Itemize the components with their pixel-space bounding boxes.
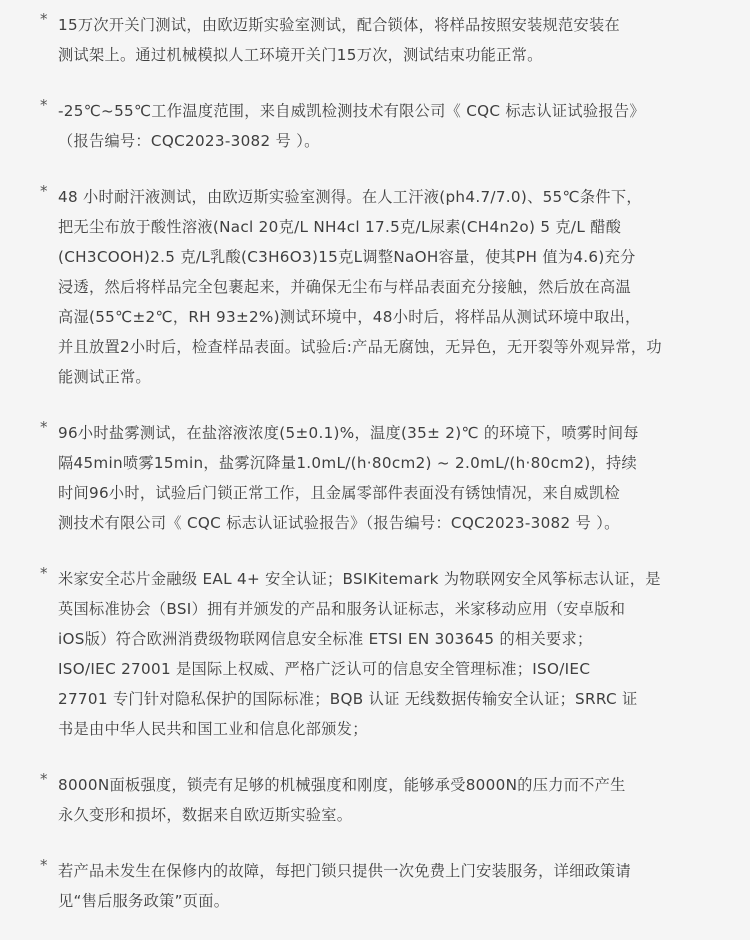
- note-line: 见“售后服务政策”页面。: [58, 892, 230, 910]
- note-sweat-test: [40, 182, 710, 392]
- note-line: 15万次开关门测试，由欧迈斯实验室测试，配合锁体，将样品按照安装规范安装在: [58, 16, 620, 34]
- asterisk-icon: *: [40, 564, 48, 582]
- note-line: 27701 专门针对隐私保护的国际标准；BQB 认证 无线数据传输安全认证；SRRC 证: [58, 690, 638, 708]
- note-salt-spray-test: [40, 418, 710, 538]
- note-line: 隔45min喷雾15min，盐雾沉降量1.0mL/(h·80cm2) ~ 2.0mL/(h·80cm2)，持续: [58, 454, 637, 472]
- asterisk-icon: *: [40, 418, 48, 436]
- note-line: 测试架上。通过机械模拟人工环境开关门15万次，测试结束功能正常。: [58, 46, 543, 64]
- note-line: 若产品未发生在保修内的故障，每把门锁只提供一次免费上门安装服务，详细政策请: [58, 862, 632, 880]
- note-line: iOS版）符合欧洲消费级物联网信息安全标准 ETSI EN 303645 的相关要求；: [58, 630, 593, 648]
- note-line: 并且放置2小时后，检查样品表面。试验后:产品无腐蚀，无异色，无开裂等外观异常，功: [58, 338, 662, 356]
- asterisk-icon: *: [40, 770, 48, 788]
- note-line: 时间96小时，试验后门锁正常工作，且金属零部件表面没有锈蚀情况，来自威凯检: [58, 484, 620, 502]
- note-door-cycle-test: [40, 10, 710, 70]
- note-temperature-range: [40, 96, 710, 156]
- asterisk-icon: *: [40, 10, 48, 28]
- note-line: 测技术有限公司《 CQC 标志认证试验报告》（报告编号：CQC2023-3082 号 ）。: [58, 514, 620, 532]
- note-line: 把无尘布放于酸性溶液(Nacl 20克/L NH4cl 17.5克/L尿素(CH4n2o) 5 克/L 醋酸: [58, 218, 622, 236]
- note-line: 米家安全芯片金融级 EAL 4+ 安全认证；BSIKitemark 为物联网安全风筝标志认证，是: [58, 570, 661, 588]
- asterisk-icon: *: [40, 856, 48, 874]
- note-line: ISO/IEC 27001 是国际上权威、严格广泛认可的信息安全管理标准；ISO/IEC: [58, 660, 591, 678]
- note-installation-service: [40, 856, 710, 916]
- note-security-certifications: [40, 564, 710, 744]
- note-line: （报告编号：CQC2023-3082 号 ）。: [58, 132, 320, 150]
- asterisk-icon: *: [40, 182, 48, 200]
- note-line: 高湿(55℃±2℃，RH 93±2%)测试环境中，48小时后，将样品从测试环境中取出，: [58, 308, 641, 326]
- note-line: 8000N面板强度，锁壳有足够的机械强度和刚度，能够承受8000N的压力而不产生: [58, 776, 626, 794]
- note-line: 英国标准协会（BSI）拥有并颁发的产品和服务认证标志，米家移动应用（安卓版和: [58, 600, 626, 618]
- note-line: 书是由中华人民共和国工业和信息化部颁发；: [58, 720, 368, 738]
- note-line: 48 小时耐汗液测试，由欧迈斯实验室测得。在人工汗液(ph4.7/7.0)、55℃条件下，: [58, 188, 642, 206]
- note-line: 能测试正常。: [58, 368, 151, 386]
- note-line: 96小时盐雾测试，在盐溶液浓度(5±0.1)%，温度(35± 2)℃ 的环境下，喷雾时间每: [58, 424, 639, 442]
- asterisk-icon: *: [40, 96, 48, 114]
- note-line: 浸透，然后将样品完全包裹起来，并确保无尘布与样品表面充分接触，然后放在高温: [58, 278, 632, 296]
- note-line: (CH3COOH)2.5 克/L乳酸(C3H6O3)15克L调整NaOH容量，使其PH 值为4.6)充分: [58, 248, 636, 266]
- note-panel-strength: [40, 770, 710, 830]
- note-line: 永久变形和损坏，数据来自欧迈斯实验室。: [58, 806, 353, 824]
- note-line: -25℃~55℃工作温度范围，来自威凯检测技术有限公司《 CQC 标志认证试验报告》: [58, 102, 645, 120]
